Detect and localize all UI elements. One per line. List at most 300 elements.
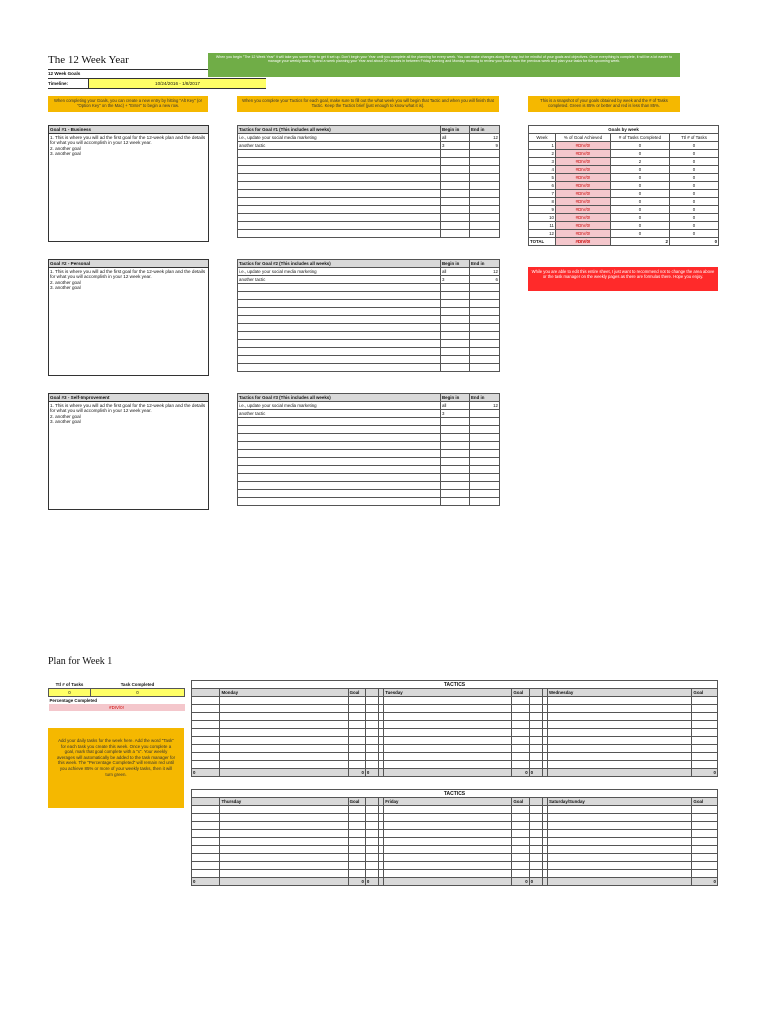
task-cell[interactable] [529, 705, 542, 713]
task-cell[interactable] [220, 838, 348, 846]
task-cell[interactable] [348, 814, 365, 822]
table-row[interactable] [238, 308, 500, 316]
task-cell[interactable] [192, 814, 220, 822]
table-row[interactable] [238, 230, 500, 238]
task-cell[interactable] [220, 862, 348, 870]
task-cell[interactable] [384, 729, 512, 737]
task-cell[interactable] [547, 729, 691, 737]
task-row[interactable] [192, 737, 718, 745]
task-cell[interactable] [692, 806, 718, 814]
task-row[interactable] [192, 838, 718, 846]
tactic-cell[interactable]: i.e., update your social media marketing [238, 268, 441, 276]
table-row[interactable] [238, 150, 500, 158]
empty-cell[interactable] [441, 300, 470, 308]
table-row[interactable] [238, 142, 500, 150]
empty-cell[interactable] [470, 316, 500, 324]
empty-cell[interactable] [238, 332, 441, 340]
empty-cell[interactable] [238, 442, 441, 450]
task-cell[interactable] [365, 737, 378, 745]
empty-cell[interactable] [470, 482, 500, 490]
task-cell[interactable] [512, 838, 529, 846]
task-cell[interactable] [348, 854, 365, 862]
goal-3-text[interactable]: 1. This is where you will ad the first goal for the 12-week plan and the details for what you will accomplish in your 12 week year. 2. another goal 3. another goal [50, 403, 206, 424]
task-cell[interactable] [529, 830, 542, 838]
task-cell[interactable] [348, 705, 365, 713]
empty-cell[interactable] [238, 356, 441, 364]
task-cell[interactable] [192, 761, 220, 769]
task-cell[interactable] [192, 870, 220, 878]
empty-cell[interactable] [238, 158, 441, 166]
table-row[interactable] [238, 402, 500, 410]
task-cell[interactable] [348, 822, 365, 830]
task-cell[interactable] [365, 761, 378, 769]
task-cell[interactable] [365, 753, 378, 761]
table-row[interactable] [238, 442, 500, 450]
empty-cell[interactable] [238, 498, 441, 506]
task-cell[interactable] [692, 729, 718, 737]
task-cell[interactable] [547, 870, 691, 878]
task-cell[interactable] [692, 721, 718, 729]
task-cell[interactable] [547, 721, 691, 729]
task-cell[interactable] [365, 830, 378, 838]
task-cell[interactable] [529, 761, 542, 769]
empty-cell[interactable] [441, 458, 470, 466]
task-row[interactable] [192, 713, 718, 721]
empty-cell[interactable] [441, 490, 470, 498]
table-row[interactable] [238, 498, 500, 506]
table-row[interactable] [238, 364, 500, 372]
task-cell[interactable] [547, 737, 691, 745]
empty-cell[interactable] [470, 474, 500, 482]
task-cell[interactable] [512, 854, 529, 862]
task-cell[interactable] [547, 838, 691, 846]
task-cell[interactable] [192, 838, 220, 846]
empty-cell[interactable] [470, 458, 500, 466]
end-cell[interactable]: 6 [470, 276, 500, 284]
table-row[interactable] [238, 174, 500, 182]
task-cell[interactable] [384, 822, 512, 830]
task-cell[interactable] [692, 830, 718, 838]
task-cell[interactable] [192, 697, 220, 705]
task-cell[interactable] [220, 814, 348, 822]
empty-cell[interactable] [441, 316, 470, 324]
empty-cell[interactable] [441, 158, 470, 166]
empty-cell[interactable] [441, 332, 470, 340]
task-cell[interactable] [547, 814, 691, 822]
task-cell[interactable] [348, 846, 365, 854]
empty-cell[interactable] [441, 308, 470, 316]
task-cell[interactable] [220, 721, 348, 729]
task-cell[interactable] [512, 830, 529, 838]
table-row[interactable] [238, 268, 500, 276]
task-cell[interactable] [547, 862, 691, 870]
table-row[interactable] [238, 158, 500, 166]
table-row[interactable] [238, 410, 500, 418]
table-row[interactable] [238, 348, 500, 356]
task-cell[interactable] [692, 838, 718, 846]
task-row[interactable] [192, 830, 718, 838]
task-cell[interactable] [512, 753, 529, 761]
task-cell[interactable] [348, 806, 365, 814]
empty-cell[interactable] [470, 324, 500, 332]
task-cell[interactable] [529, 854, 542, 862]
task-cell[interactable] [192, 862, 220, 870]
task-cell[interactable] [692, 737, 718, 745]
task-cell[interactable] [365, 814, 378, 822]
table-row[interactable] [238, 356, 500, 364]
task-cell[interactable] [512, 721, 529, 729]
empty-cell[interactable] [238, 426, 441, 434]
task-cell[interactable] [365, 697, 378, 705]
table-row[interactable] [238, 276, 500, 284]
empty-cell[interactable] [238, 348, 441, 356]
empty-cell[interactable] [441, 348, 470, 356]
tactic-cell[interactable]: another tactic [238, 276, 441, 284]
task-cell[interactable] [348, 862, 365, 870]
task-cell[interactable] [692, 814, 718, 822]
task-cell[interactable] [220, 737, 348, 745]
empty-cell[interactable] [470, 426, 500, 434]
empty-cell[interactable] [441, 206, 470, 214]
task-cell[interactable] [192, 822, 220, 830]
task-cell[interactable] [384, 830, 512, 838]
task-cell[interactable] [365, 862, 378, 870]
task-cell[interactable] [365, 846, 378, 854]
table-row[interactable] [238, 206, 500, 214]
empty-cell[interactable] [470, 150, 500, 158]
empty-cell[interactable] [238, 308, 441, 316]
task-cell[interactable] [512, 745, 529, 753]
task-cell[interactable] [192, 846, 220, 854]
table-row[interactable] [238, 450, 500, 458]
table-row[interactable] [238, 324, 500, 332]
empty-cell[interactable] [441, 166, 470, 174]
empty-cell[interactable] [470, 356, 500, 364]
task-cell[interactable] [512, 822, 529, 830]
task-cell[interactable] [512, 870, 529, 878]
task-cell[interactable] [220, 753, 348, 761]
task-cell[interactable] [529, 737, 542, 745]
task-row[interactable] [192, 721, 718, 729]
task-row[interactable] [192, 870, 718, 878]
task-cell[interactable] [384, 761, 512, 769]
table-row[interactable] [238, 166, 500, 174]
task-cell[interactable] [220, 870, 348, 878]
task-cell[interactable] [547, 806, 691, 814]
task-cell[interactable] [547, 697, 691, 705]
end-cell[interactable]: 12 [470, 402, 500, 410]
task-cell[interactable] [348, 830, 365, 838]
task-cell[interactable] [692, 862, 718, 870]
task-cell[interactable] [365, 745, 378, 753]
task-cell[interactable] [512, 761, 529, 769]
task-cell[interactable] [384, 721, 512, 729]
task-row[interactable] [192, 862, 718, 870]
empty-cell[interactable] [470, 364, 500, 372]
empty-cell[interactable] [238, 434, 441, 442]
empty-cell[interactable] [470, 292, 500, 300]
task-cell[interactable] [692, 846, 718, 854]
table-row[interactable] [238, 190, 500, 198]
task-cell[interactable] [384, 814, 512, 822]
task-cell[interactable] [512, 737, 529, 745]
end-cell[interactable] [470, 410, 500, 418]
task-cell[interactable] [384, 745, 512, 753]
empty-cell[interactable] [238, 166, 441, 174]
table-row[interactable] [238, 214, 500, 222]
task-cell[interactable] [692, 822, 718, 830]
table-row[interactable] [238, 284, 500, 292]
task-cell[interactable] [365, 854, 378, 862]
empty-cell[interactable] [441, 466, 470, 474]
task-cell[interactable] [547, 745, 691, 753]
task-row[interactable] [192, 705, 718, 713]
task-cell[interactable] [348, 870, 365, 878]
begin-cell[interactable]: all [441, 402, 470, 410]
table-row[interactable] [238, 292, 500, 300]
empty-cell[interactable] [441, 482, 470, 490]
empty-cell[interactable] [238, 482, 441, 490]
task-cell[interactable] [512, 697, 529, 705]
empty-cell[interactable] [470, 340, 500, 348]
empty-cell[interactable] [238, 174, 441, 182]
tactic-cell[interactable]: i.e., update your social media marketing [238, 402, 441, 410]
task-cell[interactable] [529, 753, 542, 761]
task-cell[interactable] [692, 745, 718, 753]
empty-cell[interactable] [441, 284, 470, 292]
task-cell[interactable] [384, 846, 512, 854]
table-row[interactable] [238, 134, 500, 142]
task-cell[interactable] [529, 846, 542, 854]
table-row[interactable] [238, 222, 500, 230]
empty-cell[interactable] [441, 364, 470, 372]
task-cell[interactable] [384, 806, 512, 814]
task-cell[interactable] [220, 697, 348, 705]
task-cell[interactable] [365, 721, 378, 729]
task-cell[interactable] [348, 838, 365, 846]
task-cell[interactable] [529, 713, 542, 721]
task-cell[interactable] [692, 705, 718, 713]
table-row[interactable] [238, 198, 500, 206]
task-cell[interactable] [529, 745, 542, 753]
task-cell[interactable] [348, 729, 365, 737]
begin-cell[interactable]: 3 [441, 276, 470, 284]
task-cell[interactable] [384, 737, 512, 745]
empty-cell[interactable] [470, 174, 500, 182]
end-cell[interactable]: 12 [470, 134, 500, 142]
end-cell[interactable]: 12 [470, 268, 500, 276]
table-row[interactable] [238, 490, 500, 498]
task-cell[interactable] [384, 862, 512, 870]
empty-cell[interactable] [238, 474, 441, 482]
task-cell[interactable] [348, 721, 365, 729]
empty-cell[interactable] [441, 190, 470, 198]
task-cell[interactable] [547, 705, 691, 713]
empty-cell[interactable] [441, 182, 470, 190]
table-row[interactable] [238, 482, 500, 490]
empty-cell[interactable] [470, 158, 500, 166]
empty-cell[interactable] [470, 466, 500, 474]
task-cell[interactable] [384, 697, 512, 705]
task-cell[interactable] [512, 806, 529, 814]
empty-cell[interactable] [238, 182, 441, 190]
task-cell[interactable] [192, 737, 220, 745]
task-cell[interactable] [512, 862, 529, 870]
task-cell[interactable] [348, 753, 365, 761]
task-cell[interactable] [192, 705, 220, 713]
end-cell[interactable]: 9 [470, 142, 500, 150]
empty-cell[interactable] [238, 300, 441, 308]
timeline-value[interactable]: 10/24/2016 - 1/8/2017 [88, 79, 266, 88]
task-cell[interactable] [529, 721, 542, 729]
empty-cell[interactable] [470, 498, 500, 506]
begin-cell[interactable]: all [441, 134, 470, 142]
task-cell[interactable] [220, 745, 348, 753]
task-cell[interactable] [220, 854, 348, 862]
empty-cell[interactable] [470, 190, 500, 198]
task-cell[interactable] [348, 697, 365, 705]
task-cell[interactable] [384, 870, 512, 878]
task-cell[interactable] [547, 830, 691, 838]
task-cell[interactable] [365, 838, 378, 846]
empty-cell[interactable] [441, 450, 470, 458]
empty-cell[interactable] [238, 150, 441, 158]
task-cell[interactable] [220, 830, 348, 838]
task-cell[interactable] [547, 822, 691, 830]
task-cell[interactable] [192, 854, 220, 862]
table-row[interactable] [238, 458, 500, 466]
task-cell[interactable] [220, 761, 348, 769]
table-row[interactable] [238, 418, 500, 426]
task-cell[interactable] [529, 838, 542, 846]
task-cell[interactable] [192, 830, 220, 838]
empty-cell[interactable] [470, 442, 500, 450]
task-cell[interactable] [220, 729, 348, 737]
table-row[interactable] [238, 474, 500, 482]
empty-cell[interactable] [441, 340, 470, 348]
task-cell[interactable] [384, 705, 512, 713]
task-cell[interactable] [384, 838, 512, 846]
task-cell[interactable] [384, 854, 512, 862]
task-cell[interactable] [365, 870, 378, 878]
empty-cell[interactable] [441, 214, 470, 222]
table-row[interactable] [238, 466, 500, 474]
task-cell[interactable] [365, 705, 378, 713]
task-cell[interactable] [192, 729, 220, 737]
empty-cell[interactable] [441, 426, 470, 434]
task-cell[interactable] [692, 870, 718, 878]
empty-cell[interactable] [470, 284, 500, 292]
empty-cell[interactable] [238, 490, 441, 498]
task-row[interactable] [192, 761, 718, 769]
table-row[interactable] [238, 426, 500, 434]
empty-cell[interactable] [470, 450, 500, 458]
task-cell[interactable] [384, 753, 512, 761]
empty-cell[interactable] [470, 490, 500, 498]
task-row[interactable] [192, 814, 718, 822]
task-cell[interactable] [348, 713, 365, 721]
empty-cell[interactable] [470, 222, 500, 230]
task-cell[interactable] [365, 729, 378, 737]
empty-cell[interactable] [441, 474, 470, 482]
task-cell[interactable] [547, 753, 691, 761]
task-cell[interactable] [192, 721, 220, 729]
empty-cell[interactable] [238, 340, 441, 348]
empty-cell[interactable] [238, 466, 441, 474]
begin-cell[interactable]: all [441, 268, 470, 276]
empty-cell[interactable] [470, 332, 500, 340]
empty-cell[interactable] [238, 316, 441, 324]
task-cell[interactable] [220, 806, 348, 814]
task-cell[interactable] [220, 705, 348, 713]
empty-cell[interactable] [238, 222, 441, 230]
task-cell[interactable] [348, 761, 365, 769]
task-cell[interactable] [547, 713, 691, 721]
task-cell[interactable] [365, 806, 378, 814]
goal-1-text[interactable]: 1. This is where you will ad the first goal for the 12-week plan and the details for what you will accomplish in your 12 week year. 2. another goal 3. another goal [50, 135, 206, 156]
task-cell[interactable] [192, 806, 220, 814]
task-cell[interactable] [365, 713, 378, 721]
empty-cell[interactable] [238, 284, 441, 292]
empty-cell[interactable] [470, 166, 500, 174]
empty-cell[interactable] [441, 150, 470, 158]
empty-cell[interactable] [470, 308, 500, 316]
task-cell[interactable] [512, 705, 529, 713]
empty-cell[interactable] [238, 324, 441, 332]
empty-cell[interactable] [470, 198, 500, 206]
task-cell[interactable] [348, 745, 365, 753]
task-cell[interactable] [692, 753, 718, 761]
task-cell[interactable] [529, 729, 542, 737]
task-cell[interactable] [547, 846, 691, 854]
empty-cell[interactable] [238, 198, 441, 206]
empty-cell[interactable] [441, 356, 470, 364]
task-cell[interactable] [547, 761, 691, 769]
task-row[interactable] [192, 753, 718, 761]
task-cell[interactable] [692, 854, 718, 862]
table-row[interactable] [238, 182, 500, 190]
empty-cell[interactable] [470, 206, 500, 214]
task-cell[interactable] [529, 806, 542, 814]
empty-cell[interactable] [441, 198, 470, 206]
goal-2-text[interactable]: 1. This is where you will ad the first goal for the 12-week plan and the details for what you will accomplish in your 12 week year. 2. another goal 3. another goal [50, 269, 206, 290]
task-cell[interactable] [192, 753, 220, 761]
task-cell[interactable] [547, 854, 691, 862]
empty-cell[interactable] [441, 434, 470, 442]
tactic-cell[interactable]: another tactic [238, 142, 441, 150]
table-row[interactable] [238, 332, 500, 340]
table-row[interactable] [238, 340, 500, 348]
empty-cell[interactable] [441, 324, 470, 332]
table-row[interactable] [238, 434, 500, 442]
table-row[interactable] [238, 316, 500, 324]
empty-cell[interactable] [441, 222, 470, 230]
task-cell[interactable] [220, 822, 348, 830]
empty-cell[interactable] [441, 442, 470, 450]
tactic-cell[interactable]: i.e., update your social media marketing [238, 134, 441, 142]
table-row[interactable] [238, 300, 500, 308]
empty-cell[interactable] [238, 364, 441, 372]
task-cell[interactable] [512, 713, 529, 721]
task-row[interactable] [192, 697, 718, 705]
empty-cell[interactable] [470, 434, 500, 442]
task-cell[interactable] [692, 697, 718, 705]
task-cell[interactable] [348, 737, 365, 745]
empty-cell[interactable] [238, 450, 441, 458]
empty-cell[interactable] [441, 498, 470, 506]
task-cell[interactable] [512, 729, 529, 737]
empty-cell[interactable] [238, 458, 441, 466]
